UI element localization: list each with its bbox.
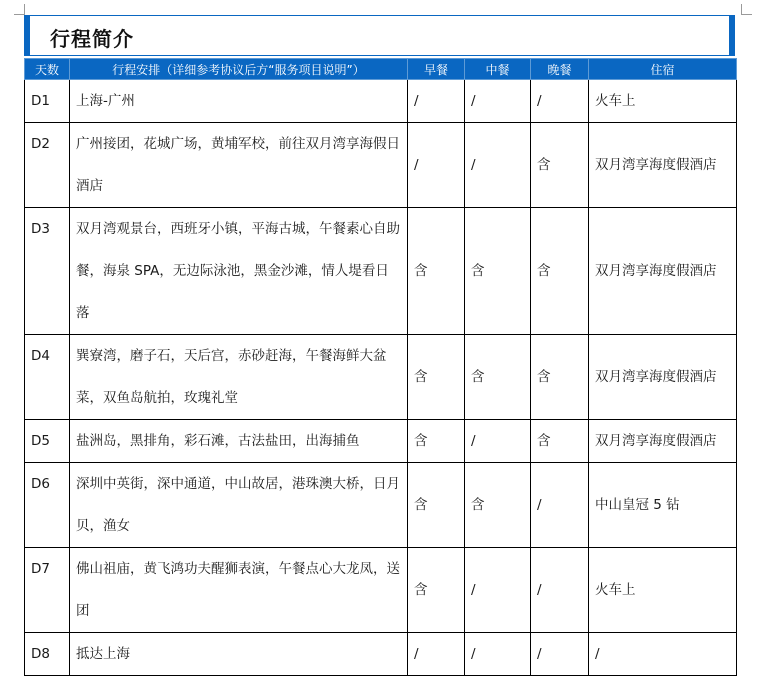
day-cell: D4 (25, 335, 70, 420)
table-row (25, 633, 737, 676)
hotel-cell: 双月湾享海度假酒店 (589, 420, 737, 463)
dinner-cell: / (531, 463, 589, 548)
lunch-cell: / (465, 633, 531, 676)
lunch-cell: / (465, 80, 531, 123)
table-row (25, 208, 737, 335)
itinerary-table (24, 58, 737, 676)
breakfast-cell: 含 (408, 335, 465, 420)
table-row (25, 123, 737, 208)
day-cell: D8 (25, 633, 70, 676)
lunch-cell: / (465, 548, 531, 633)
lunch-cell: 含 (465, 335, 531, 420)
day-cell: D2 (25, 123, 70, 208)
route-cell: 广州接团，花城广场，黄埔军校，前往双月湾享海假日酒店 (70, 123, 408, 208)
header-route: 行程安排（详细参考协议后方“服务项目说明”） (70, 59, 408, 80)
lunch-cell: 含 (465, 208, 531, 335)
breakfast-cell: / (408, 80, 465, 123)
hotel-cell: / (589, 633, 737, 676)
breakfast-cell: 含 (408, 548, 465, 633)
dinner-cell: / (531, 548, 589, 633)
hotel-cell: 火车上 (589, 80, 737, 123)
hotel-cell: 中山皇冠 5 钻 (589, 463, 737, 548)
breakfast-cell: / (408, 123, 465, 208)
header-lunch: 中餐 (465, 59, 531, 80)
hotel-cell: 双月湾享海度假酒店 (589, 335, 737, 420)
day-cell: D7 (25, 548, 70, 633)
dinner-cell: / (531, 633, 589, 676)
day-cell: D6 (25, 463, 70, 548)
hotel-cell: 火车上 (589, 548, 737, 633)
table-row (25, 463, 737, 548)
route-cell: 双月湾观景台，西班牙小镇，平海古城，午餐素心自助餐，海泉 SPA，无边际泳池，黑金沙滩，情人堤看日落 (70, 208, 408, 335)
lunch-cell: / (465, 420, 531, 463)
title-banner (24, 15, 735, 56)
breakfast-cell: / (408, 633, 465, 676)
breakfast-cell: 含 (408, 208, 465, 335)
lunch-cell: / (465, 123, 531, 208)
breakfast-cell: 含 (408, 420, 465, 463)
hotel-cell: 双月湾享海度假酒店 (589, 208, 737, 335)
page-corner-mark-right (741, 4, 752, 15)
day-cell: D1 (25, 80, 70, 123)
route-cell: 盐洲岛，黑排角，彩石滩，古法盐田，出海捕鱼 (70, 420, 408, 463)
table-row (25, 80, 737, 123)
lunch-cell: 含 (465, 463, 531, 548)
header-day: 天数 (25, 59, 70, 80)
route-cell: 抵达上海 (70, 633, 408, 676)
hotel-cell: 双月湾享海度假酒店 (589, 123, 737, 208)
dinner-cell: 含 (531, 335, 589, 420)
dinner-cell: 含 (531, 208, 589, 335)
table-row (25, 548, 737, 633)
route-cell: 巽寮湾，磨子石，天后宫，赤砂赶海，午餐海鲜大盆菜，双鱼岛航拍，玫瑰礼堂 (70, 335, 408, 420)
breakfast-cell: 含 (408, 463, 465, 548)
header-breakfast: 早餐 (408, 59, 465, 80)
day-cell: D5 (25, 420, 70, 463)
table-row (25, 420, 737, 463)
day-cell: D3 (25, 208, 70, 335)
page-title: 行程简介 (50, 27, 134, 51)
dinner-cell: 含 (531, 420, 589, 463)
header-dinner: 晚餐 (531, 59, 589, 80)
route-cell: 佛山祖庙，黄飞鸿功夫醒狮表演，午餐点心大龙凤，送团 (70, 548, 408, 633)
route-cell: 上海-广州 (70, 80, 408, 123)
page-corner-mark-left (14, 4, 25, 15)
route-cell: 深圳中英街，深中通道，中山故居，港珠澳大桥，日月贝，渔女 (70, 463, 408, 548)
dinner-cell: / (531, 80, 589, 123)
header-hotel: 住宿 (589, 59, 737, 80)
table-header-row (25, 59, 737, 80)
table-row (25, 335, 737, 420)
dinner-cell: 含 (531, 123, 589, 208)
